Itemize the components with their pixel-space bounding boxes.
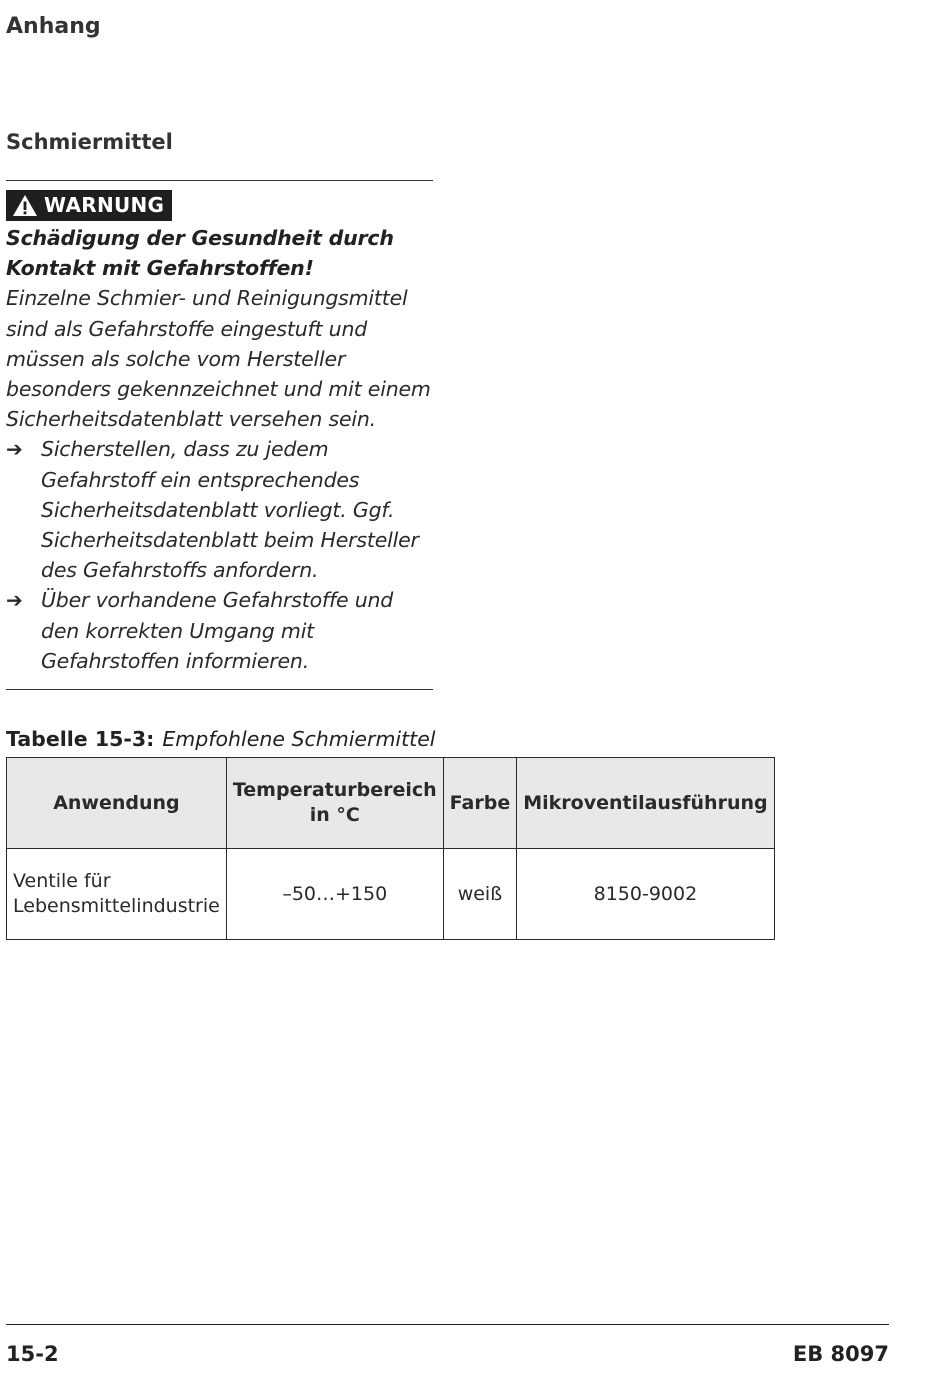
warning-headline: Schädigung der Gesundheit durch Kontakt mit Gefahrstoffen! — [6, 226, 394, 281]
cell-color: weiß — [443, 849, 517, 940]
table-caption-label: Tabelle 15-3: — [6, 727, 155, 751]
header-cell-application: Anwendung — [7, 758, 227, 849]
header-cell-color: Farbe — [443, 758, 517, 849]
cell-micro-valve: 8150-9002 — [517, 849, 774, 940]
header-cell-temperature: Temperaturbereich in °C — [226, 758, 443, 849]
page-number: 15-2 — [6, 1342, 59, 1366]
table-header-row — [7, 758, 775, 849]
warning-bottom-rule — [6, 689, 433, 690]
warning-triangle-icon — [12, 194, 38, 217]
section-title: Schmiermittel — [6, 130, 173, 154]
cell-temperature: –50…+150 — [226, 849, 443, 940]
warning-block — [6, 190, 436, 676]
table-row — [7, 849, 775, 940]
warning-text — [6, 223, 436, 676]
instruction-item — [6, 434, 436, 585]
warning-label: WARNUNG — [44, 193, 165, 217]
footer-rule — [6, 1324, 889, 1325]
instruction-item — [6, 585, 436, 676]
warning-body: Einzelne Schmier- und Reinigungsmittel sind als Gefahrstoffe eingestuft und müssen als solche vom Hersteller besonders gekennzeichnet und mit einem Sicherheitsdatenblatt versehen sein. — [6, 286, 431, 432]
table-caption-text: Empfohlene Schmiermittel — [162, 727, 436, 751]
arrow-right-icon: ➔ — [6, 588, 23, 613]
cell-application: Ventile für Lebensmittelindustrie — [7, 849, 227, 940]
instruction-text: Sicherstellen, dass zu jedem Gefahrstoff ein entsprechendes Sicherheitsdatenblatt vorliegt. Ggf. Sicherheitsdatenblatt beim Hersteller des Gefahrstoffs anfordern. — [41, 437, 419, 583]
chapter-heading: Anhang — [6, 14, 101, 39]
lubricant-table — [6, 757, 775, 940]
arrow-right-icon: ➔ — [6, 437, 23, 462]
instruction-text: Über vorhandene Gefahrstoffe und den korrekten Umgang mit Gefahrstoffen informieren. — [41, 588, 394, 673]
warning-badge — [6, 190, 172, 221]
table-caption — [6, 727, 436, 751]
document-id: EB 8097 — [792, 1342, 889, 1366]
header-cell-micro-valve: Mikroventilausführung — [517, 758, 774, 849]
warning-top-rule — [6, 180, 433, 181]
